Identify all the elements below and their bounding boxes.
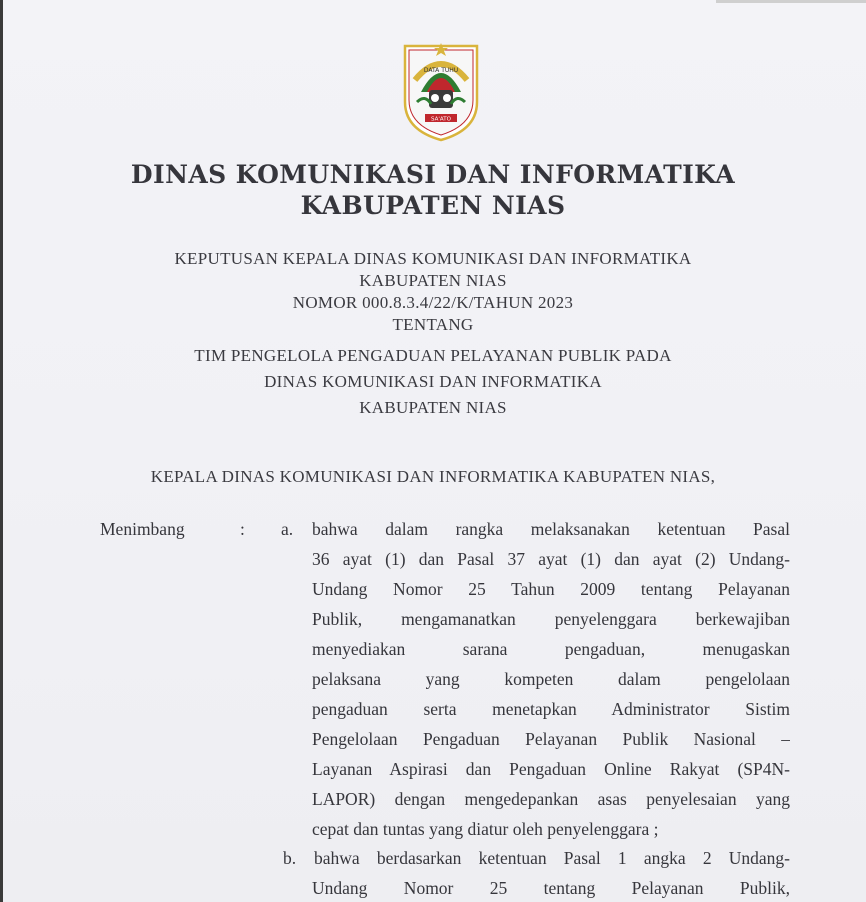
emblem-ribbon-text: DATA TUHU	[423, 67, 459, 74]
header-regency-name: KABUPATEN NIAS	[300, 191, 566, 220]
issuer-line: KEPALA DINAS KOMUNIKASI DAN INFORMATIKA KABUPATEN NIAS,	[150, 467, 716, 486]
item-a-line: Publik, mengamanatkan penyelenggara berkewajiban	[312, 609, 790, 629]
item-a-line: Undang Nomor 25 Tahun 2009 tentang Pelayanan	[312, 579, 790, 599]
decree-title-line-1: KEPUTUSAN KEPALA DINAS KOMUNIKASI DAN INFORMATIKA	[174, 249, 692, 268]
header-agency-name: DINAS KOMUNIKASI DAN INFORMATIKA	[130, 160, 736, 189]
considering-label: Menimbang	[100, 519, 185, 539]
decree-subject-line-1: TIM PENGELOLA PENGADUAN PELAYANAN PUBLIK PADA	[194, 346, 672, 365]
nias-coat-of-arms-emblem	[401, 40, 481, 142]
item-b-line: Undang Nomor 25 tentang Pelayanan Publik,	[312, 878, 790, 898]
item-a-line: pengaduan serta menetapkan Administrator Sistim	[312, 699, 790, 719]
decree-subject-line-2: DINAS KOMUNIKASI DAN INFORMATIKA	[264, 372, 602, 391]
decree-subject-line-3: KABUPATEN NIAS	[359, 398, 507, 417]
item-a-line: Pengelolaan Pengaduan Pelayanan Publik Nasional –	[312, 729, 790, 749]
page-top-edge	[716, 0, 866, 3]
item-a-line: menyediakan sarana pengaduan, menugaskan	[312, 639, 790, 659]
emblem-bottom-text: SA'ATO	[431, 116, 451, 123]
item-a-line: pelaksana yang kompeten dalam pengelolaan	[312, 669, 790, 689]
item-a-line: 36 ayat (1) dan Pasal 37 ayat (1) dan ayat (2) Undang-	[312, 549, 790, 569]
item-a-line: bahwa dalam rangka melaksanakan ketentuan Pasal	[312, 519, 790, 539]
item-b-marker: b.	[283, 848, 297, 868]
item-a-line: LAPOR) dengan mengedepankan asas penyelesaian yang	[312, 789, 790, 809]
item-b-line: bahwa berdasarkan ketentuan Pasal 1 angka 2 Undang-	[314, 848, 790, 868]
item-a-line: cepat dan tuntas yang diatur oleh penyelenggara ;	[312, 819, 659, 839]
item-a-marker: a.	[281, 519, 294, 539]
decree-title-line-2: KABUPATEN NIAS	[359, 271, 507, 290]
item-a-line: Layanan Aspirasi dan Pengaduan Online Rakyat (SP4N-	[312, 759, 790, 779]
decree-about: TENTANG	[392, 315, 474, 334]
page-left-edge	[0, 0, 3, 902]
considering-colon: :	[240, 519, 245, 539]
decree-number: NOMOR 000.8.3.4/22/K/TAHUN 2023	[292, 293, 574, 312]
